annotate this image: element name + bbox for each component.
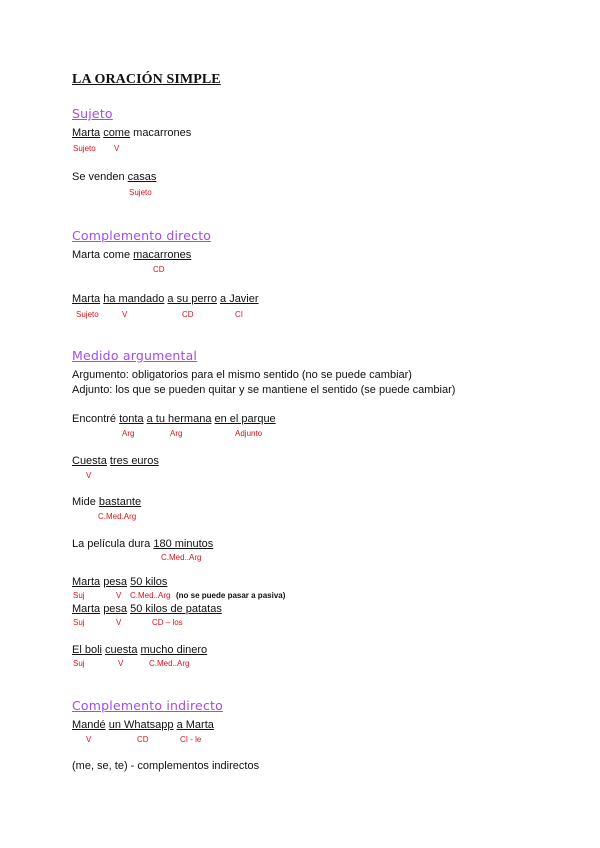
syntax-label: V xyxy=(122,310,128,319)
word: Cuesta xyxy=(72,455,107,467)
word: 50 kilos xyxy=(130,576,168,588)
word: Marta xyxy=(72,293,101,305)
syntax-label: V xyxy=(114,144,120,153)
syntax-label: CI - le xyxy=(180,735,202,744)
syntax-label: C.Med.Arg xyxy=(98,512,137,521)
word: bastante xyxy=(98,496,142,508)
syntax-label: Sujeto xyxy=(73,144,96,153)
definition-argumento: Argumento: obligatorios para el mismo sentido (no se puede cambiar) xyxy=(72,369,412,381)
indirect-pronouns-note: (me, se, te) - complementos indirectos xyxy=(72,760,260,772)
word: Se venden xyxy=(72,171,125,183)
example-sentence xyxy=(72,644,207,656)
example-sentence xyxy=(72,455,159,467)
word: un Whatsapp xyxy=(108,719,174,731)
word: come xyxy=(103,127,131,139)
passive-note: (no se puede pasar a pasiva) xyxy=(176,591,286,600)
word: 50 kilos de patatas xyxy=(130,603,222,615)
example-sentence xyxy=(72,127,191,139)
example-sentence xyxy=(72,171,156,183)
syntax-label: V xyxy=(116,618,122,627)
example-sentence xyxy=(72,496,141,508)
syntax-label: Suj xyxy=(73,618,85,627)
syntax-label: CD xyxy=(182,310,194,319)
syntax-label: Sujeto xyxy=(129,188,152,197)
syntax-label: Arg xyxy=(170,429,183,438)
word: macarrones xyxy=(133,249,192,261)
example-sentence xyxy=(72,293,259,305)
word: La película dura xyxy=(72,538,151,550)
syntax-label: Arg xyxy=(122,429,135,438)
word: macarrones xyxy=(133,127,192,139)
syntax-label: Adjunto xyxy=(235,429,263,438)
section-complemento-indirecto: Complemento indirecto xyxy=(72,698,223,713)
word: pesa xyxy=(103,603,128,615)
syntax-label: CD xyxy=(137,735,149,744)
word: El boli xyxy=(72,644,102,656)
example-sentence xyxy=(72,576,167,588)
syntax-label: V xyxy=(116,591,122,600)
word: Marta come xyxy=(72,249,131,261)
syntax-label: CI xyxy=(235,310,243,319)
word: Marta xyxy=(72,603,101,615)
word: Encontré xyxy=(72,413,117,425)
word: a su perro xyxy=(167,293,217,305)
syntax-label: C.Med..Arg xyxy=(130,591,171,600)
word: Mide xyxy=(72,496,96,508)
example-sentence xyxy=(72,249,191,261)
word: ha mandado xyxy=(103,293,165,305)
word: a Marta xyxy=(176,719,214,731)
section-sujeto: Sujeto xyxy=(72,106,113,121)
word: en el parque xyxy=(214,413,276,425)
example-sentence xyxy=(72,719,214,731)
example-sentence xyxy=(72,413,276,425)
section-complemento-directo: Complemento directo xyxy=(72,228,212,243)
page-title: LA ORACIÓN SIMPLE xyxy=(72,72,221,87)
syntax-label: V xyxy=(86,471,92,480)
word: a Javier xyxy=(220,293,259,305)
syntax-label: C.Med..Arg xyxy=(161,553,202,562)
syntax-label: V xyxy=(118,659,124,668)
word: a tu hermana xyxy=(146,413,212,425)
definition-adjunto: Adjunto: los que se pueden quitar y se mantiene el sentido (se puede cambiar) xyxy=(72,384,456,396)
word: Mandé xyxy=(72,719,106,731)
word: tonta xyxy=(119,413,144,425)
syntax-label: Suj xyxy=(73,659,85,668)
word: 180 minutos xyxy=(153,538,214,550)
section-medido-argumental: Medido argumental xyxy=(72,348,198,363)
word: Marta xyxy=(72,127,101,139)
word: mucho dinero xyxy=(140,644,208,656)
word: cuesta xyxy=(105,644,138,656)
syntax-label: Suj xyxy=(73,591,85,600)
syntax-label: CD xyxy=(153,265,165,274)
word: pesa xyxy=(103,576,128,588)
word: tres euros xyxy=(109,455,159,467)
word: casas xyxy=(127,171,157,183)
syntax-label: C.Med..Arg xyxy=(149,659,190,668)
syntax-label: CD – los xyxy=(152,618,183,627)
example-sentence xyxy=(72,538,213,550)
syntax-label: Sujeto xyxy=(76,310,99,319)
example-sentence xyxy=(72,603,222,615)
word: Marta xyxy=(72,576,101,588)
syntax-label: V xyxy=(86,735,92,744)
